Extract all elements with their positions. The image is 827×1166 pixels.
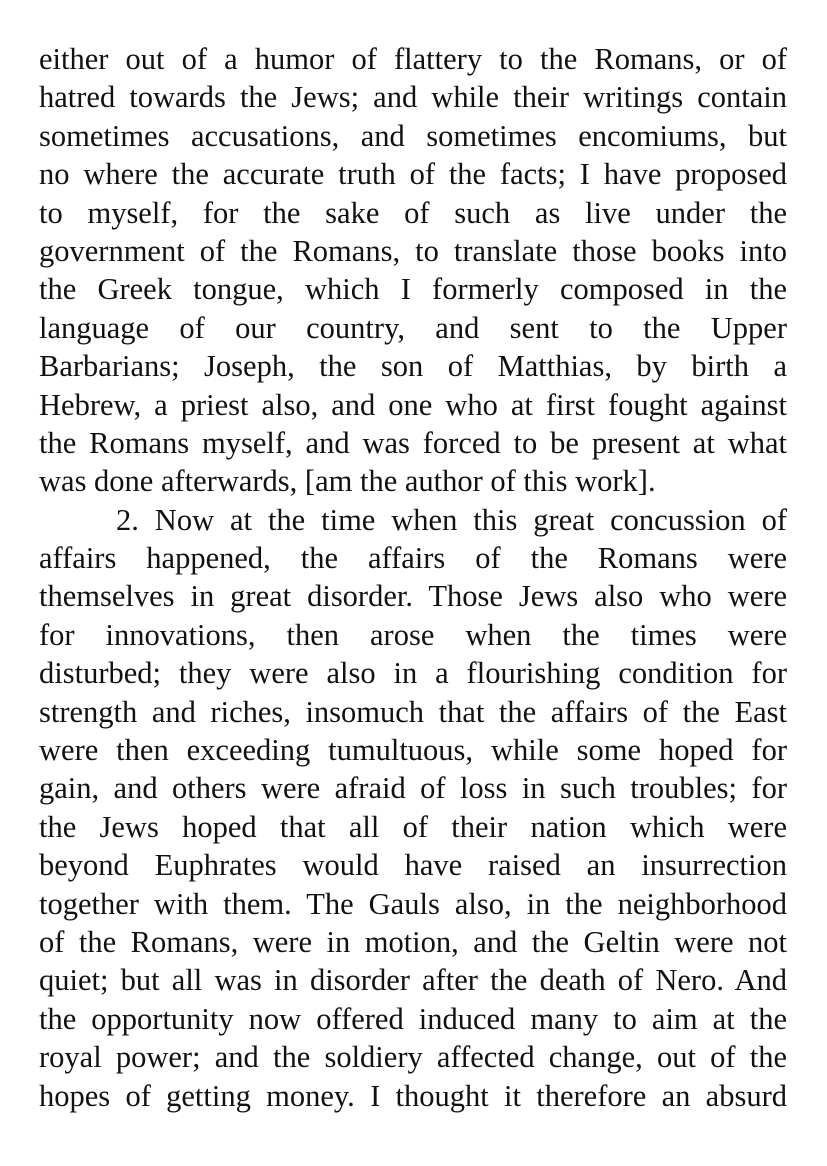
document-page [39, 40, 787, 1115]
text-line: the Romans myself, and was forced to be present at what [39, 425, 787, 460]
text-line: for innovations, then arose when the times were [39, 617, 787, 652]
text-line: affairs happened, the affairs of the Romans were [39, 541, 787, 576]
text-line: themselves in great disorder. Those Jews also who were [39, 579, 787, 614]
text-line: the opportunity now offered induced many to aim at the [39, 1001, 787, 1036]
text-line: to myself, for the sake of such as live under the [39, 195, 787, 230]
text-line: together with them. The Gauls also, in the neighborhood [39, 886, 787, 921]
text-line: either out of a humor of flattery to the Romans, or of [39, 42, 787, 76]
text-line: hopes of getting money. I thought it therefore an absurd [39, 1078, 787, 1113]
text-line: Barbarians; Joseph, the son of Matthias, by birth a [39, 349, 787, 384]
text-line: gain, and others were afraid of loss in such troubles; for [39, 771, 787, 806]
text-line: Hebrew, a priest also, and one who at first fought against [39, 387, 787, 422]
text-line: the Jews hoped that all of their nation which were [39, 809, 787, 844]
text-line: were then exceeding tumultuous, while some hoped for [39, 733, 787, 768]
paragraph-2 [39, 501, 787, 1115]
text-line: sometimes accusations, and sometimes encomiums, but [39, 118, 787, 153]
text-line: royal power; and the soldiery affected change, out of the [39, 1040, 787, 1075]
text-line: disturbed; they were also in a flourishing condition for [39, 656, 787, 691]
text-line: of the Romans, were in motion, and the Geltin were not [39, 924, 787, 959]
text-line: 2. Now at the time when this great concussion of [116, 502, 787, 537]
text-line: the Greek tongue, which I formerly composed in the [39, 272, 787, 307]
paragraph-1 [39, 40, 787, 501]
text-line: was done afterwards, [am the author of this work]. [39, 464, 656, 499]
text-line: quiet; but all was in disorder after the death of Nero. And [39, 963, 787, 998]
text-line: government of the Romans, to translate those books into [39, 233, 787, 268]
text-line: language of our country, and sent to the Upper [39, 310, 787, 345]
text-line: beyond Euphrates would have raised an insurrection [39, 848, 787, 883]
text-line: no where the accurate truth of the facts; I have proposed [39, 157, 787, 192]
text-line: strength and riches, insomuch that the affairs of the East [39, 694, 787, 729]
text-line: hatred towards the Jews; and while their writings contain [39, 80, 787, 115]
